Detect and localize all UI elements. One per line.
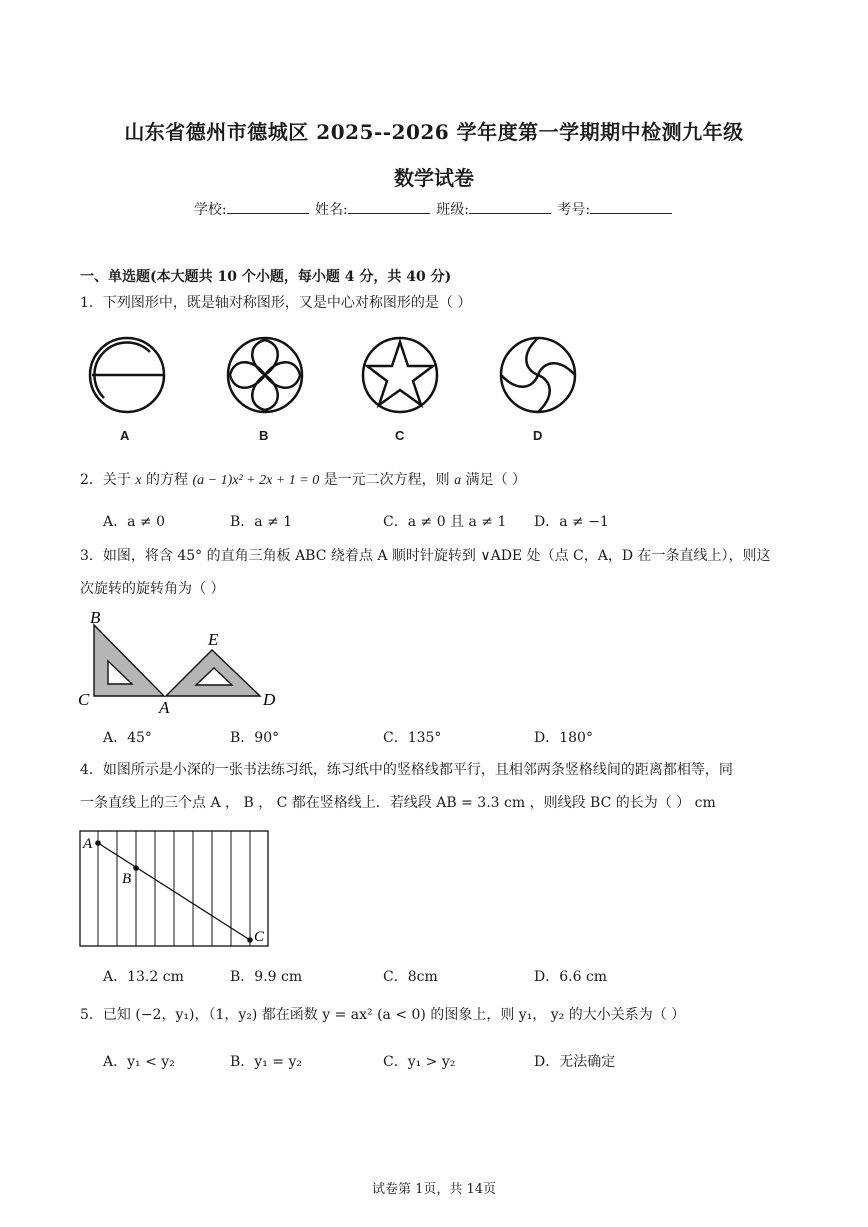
label-b: B xyxy=(122,871,132,887)
q2-text-3: 是一元二次方程，则 xyxy=(319,472,455,488)
name-blank xyxy=(348,201,430,214)
figure-c xyxy=(363,338,437,412)
triangle-ade xyxy=(166,650,260,696)
label-c: C xyxy=(254,929,265,945)
label-a: A xyxy=(83,836,93,852)
student-info-line xyxy=(0,199,868,219)
q3-option-b: B．90° xyxy=(230,730,280,746)
page-title: 山东省德州市德城区 2025--2026 学年度第一学期期中检测九年级 xyxy=(124,120,744,144)
question-2-stem xyxy=(80,470,800,491)
point-d-label: D xyxy=(263,690,276,709)
point-e-label: E xyxy=(208,630,219,649)
q2-equation: (a − 1)x² + 2x + 1 = 0 xyxy=(192,473,320,488)
question-4-stem-line1: 4．如图所示是小深的一张书法练习纸，练习纸中的竖格线都平行，且相邻两条竖格线间的距离都相等，同 xyxy=(80,762,733,778)
figure-label-a: A xyxy=(120,428,130,443)
exam-number-label: 考号: xyxy=(557,202,591,218)
page-subtitle: 数学试卷 xyxy=(394,166,474,190)
figure-label-c: C xyxy=(395,428,405,443)
vertical-grid-lines xyxy=(98,831,250,946)
page-footer: 试卷第 1页，共 14页 xyxy=(371,1182,497,1197)
point-a xyxy=(95,840,101,846)
q2-option-b: B．a ≠ 1 xyxy=(230,514,293,530)
q2-var-a: a xyxy=(454,473,462,488)
q4-option-d: D．6.6 cm xyxy=(534,969,608,985)
q5-option-b: B．y₁ = y₂ xyxy=(230,1054,302,1070)
question-4-figure xyxy=(78,828,272,950)
exam-number-blank xyxy=(590,201,672,214)
q3-option-c: C．135° xyxy=(383,730,442,746)
point-b-label: B xyxy=(90,608,101,627)
q3-option-a: A．45° xyxy=(103,730,152,746)
q2-option-d: D．a ≠ −1 xyxy=(534,514,609,530)
q5-option-d: D．无法确定 xyxy=(534,1054,616,1070)
q3-option-d: D．180° xyxy=(534,730,593,746)
q5-option-c: C．y₁ > y₂ xyxy=(383,1054,456,1070)
q2-text-2: 的方程 xyxy=(141,472,193,488)
figure-label-d: D xyxy=(533,428,543,443)
q2-text-4: 满足（ ） xyxy=(461,472,527,488)
school-label: 学校: xyxy=(193,202,227,218)
name-label: 姓名: xyxy=(315,202,348,218)
question-5-stem: 5．已知 (−2，y₁)，（1，y₂) 都在函数 y = ax² (a < 0) 的图象上，则 y₁， y₂ 的大小关系为（ ） xyxy=(80,1007,686,1023)
class-label: 班级: xyxy=(436,202,469,218)
point-b xyxy=(133,865,139,871)
question-3-figure xyxy=(76,605,286,715)
question-3-stem-line1: 3．如图，将含 45° 的直角三角板 ABC 绕着点 A 顺时针旋转到 ∨ADE 处（点 C，A，D 在一条直线上），则这 xyxy=(80,548,771,564)
q4-option-b: B．9.9 cm xyxy=(230,969,303,985)
q2-text-1: 2．关于 xyxy=(80,472,136,488)
section-heading: 一、单选题(本大题共 10 个小题，每小题 4 分，共 40 分) xyxy=(80,269,452,285)
class-blank xyxy=(469,201,551,214)
school-blank xyxy=(227,201,309,214)
figure-a xyxy=(90,338,164,412)
q2-option-c: C．a ≠ 0 且 a ≠ 1 xyxy=(383,514,507,530)
question-3-stem-line2: 次旋转的旋转角为（ ） xyxy=(80,581,225,597)
figure-label-b: B xyxy=(259,428,269,443)
point-c-label: C xyxy=(78,690,90,709)
figure-d xyxy=(501,338,575,412)
figure-b xyxy=(228,338,302,412)
point-a-label: A xyxy=(159,698,170,715)
question-4-stem-line2: 一条直线上的三个点 A ， B ， C 都在竖格线上．若线段 AB = 3.3 cm ，则线段 BC 的长为（ ） cm xyxy=(80,795,716,811)
question-1-stem: 1．下列图形中，既是轴对称图形，又是中心对称图形的是（ ） xyxy=(80,295,472,311)
q4-option-c: C．8cm xyxy=(383,969,438,985)
q2-option-a: A．a ≠ 0 xyxy=(103,514,165,530)
q4-option-a: A．13.2 cm xyxy=(103,969,184,985)
triangle-abc xyxy=(94,625,164,696)
q5-option-a: A．y₁ < y₂ xyxy=(103,1054,175,1070)
q2-var-x: x xyxy=(135,473,142,488)
point-c xyxy=(247,937,253,943)
question-1-figures xyxy=(80,330,600,420)
